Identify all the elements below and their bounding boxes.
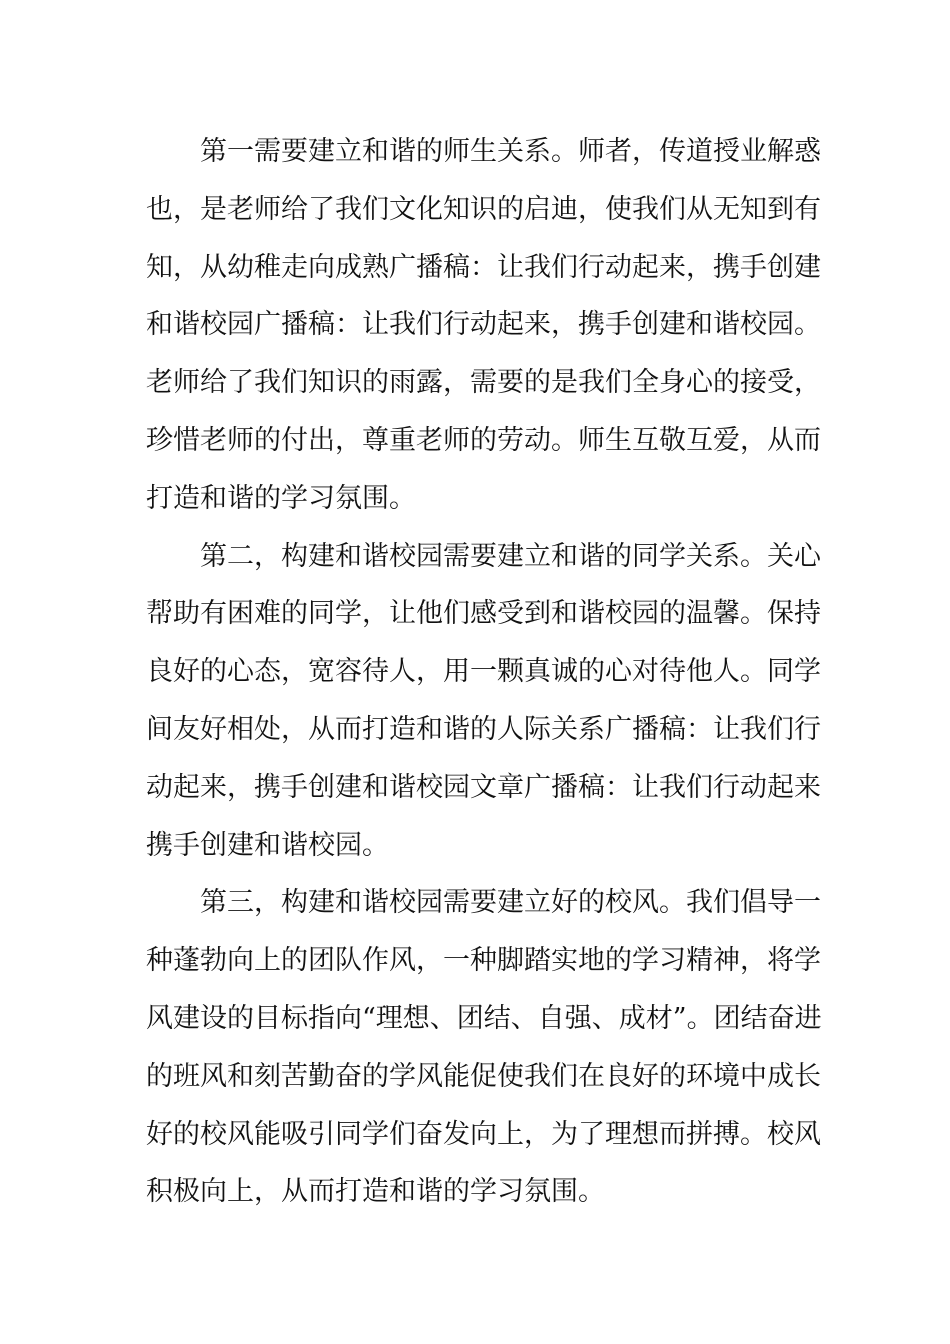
paragraph-3-line-5: 好的校风能吸引同学们奋发向上，为了理想而拼搏。校风	[146, 1118, 821, 1150]
paragraph-3-line-2: 种蓬勃向上的团队作风，一种脚踏实地的学习精神，将学	[146, 945, 821, 977]
paragraph-2-line-6: 携手创建和谐校园。	[146, 829, 389, 861]
document-body	[146, 123, 822, 1221]
paragraph-1-line-7: 打造和谐的学习氛围。	[146, 482, 416, 514]
paragraph-1-line-3: 知，从幼稚走向成熟广播稿：让我们行动起来，携手创建	[146, 251, 821, 283]
paragraph-3-line-1: 第三，构建和谐校园需要建立好的校风。我们倡导一	[200, 887, 821, 919]
paragraph-2-line-5: 动起来，携手创建和谐校园文章广播稿：让我们行动起来	[146, 771, 821, 803]
paragraph-3-line-4: 的班风和刻苦勤奋的学风能促使我们在良好的环境中成长	[146, 1060, 821, 1092]
paragraph-1-line-2: 也，是老师给了我们文化知识的启迪，使我们从无知到有	[146, 193, 821, 225]
paragraph-3-line-3: 风建设的目标指向“理想、团结、自强、成材”。团结奋进	[146, 1002, 822, 1034]
paragraph-1-line-4: 和谐校园广播稿：让我们行动起来，携手创建和谐校园。	[146, 309, 821, 341]
paragraph-1-line-1: 第一需要建立和谐的师生关系。师者，传道授业解惑	[200, 136, 821, 167]
paragraph-1-line-5: 老师给了我们知识的雨露，需要的是我们全身心的接受，	[146, 367, 821, 399]
paragraph-3-line-6: 积极向上，从而打造和谐的学习氛围。	[146, 1176, 605, 1208]
paragraph-2-line-1: 第二，构建和谐校园需要建立和谐的同学关系。关心	[200, 540, 821, 572]
paragraph-2-line-2: 帮助有困难的同学，让他们感受到和谐校园的温馨。保持	[146, 598, 821, 630]
paragraph-1-line-6: 珍惜老师的付出，尊重老师的劳动。师生互敬互爱，从而	[146, 424, 821, 456]
paragraph-2-line-3: 良好的心态，宽容待人，用一颗真诚的心对待他人。同学	[146, 656, 821, 688]
paragraph-2-line-4: 间友好相处，从而打造和谐的人际关系广播稿：让我们行	[146, 713, 821, 745]
